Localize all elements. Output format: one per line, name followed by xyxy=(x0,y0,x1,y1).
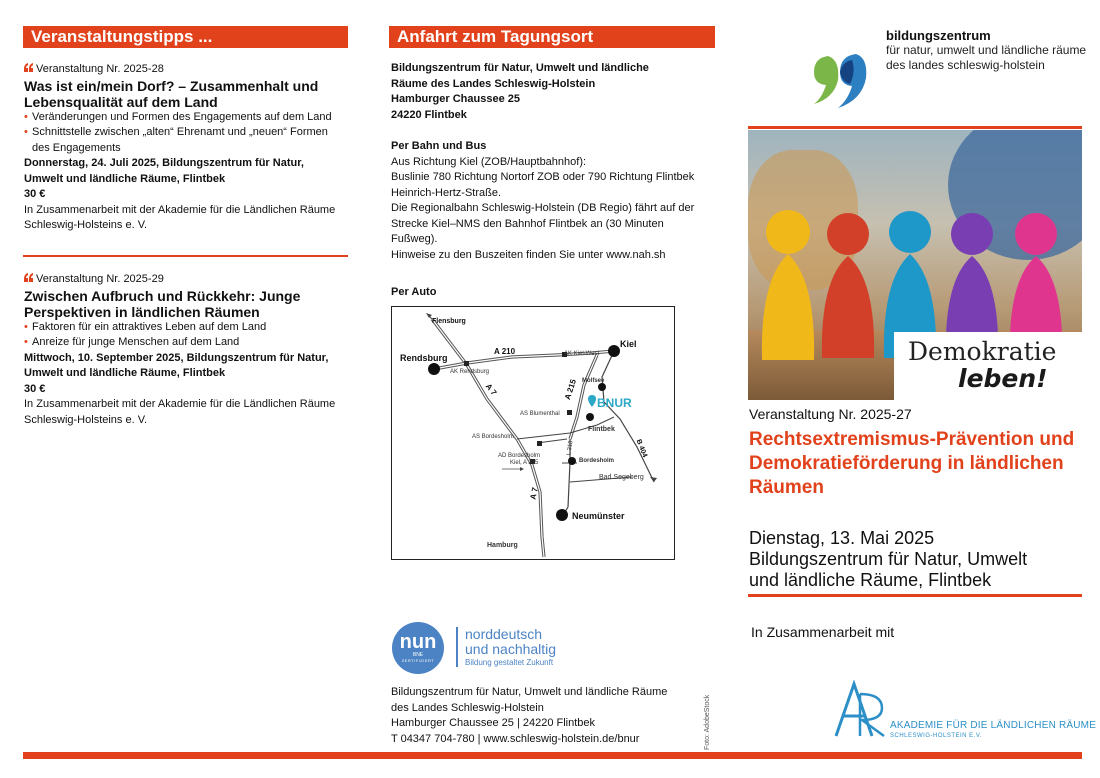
divider xyxy=(23,255,348,257)
nun-line-2: und nachhaltig xyxy=(465,641,557,657)
map-label-ad-bordesholm-sub: Kiel, A 215 xyxy=(510,460,539,466)
photo-credit: Foto: AdobeStock xyxy=(704,694,711,750)
transit-line: Buslinie 780 Richtung Nortorf ZOB oder 790 Richtung Flintbek xyxy=(391,171,695,183)
map-label-hamburg: Hamburg xyxy=(487,542,518,549)
transit-line: Die Regionalbahn Schleswig-Holstein (DB Regio) fährt auf der xyxy=(391,202,695,214)
logo-line-3: des landes schleswig-holstein xyxy=(886,58,1045,72)
venue-address xyxy=(391,61,711,123)
akademie-line-2: SCHLESWIG-HOLSTEIN E.V. xyxy=(890,733,982,739)
footer-line: Hamburger Chaussee 25 | 24220 Flintbek xyxy=(391,717,596,729)
akademie-line-1: AKADEMIE FÜR DIE LÄNDLICHEN RÄUME xyxy=(890,720,1097,731)
car-heading: Per Auto xyxy=(391,286,437,298)
main-date-line: Dienstag, 13. Mai 2025 xyxy=(749,528,935,548)
nun-badge-ring: ZERTIFIZIERT xyxy=(401,658,435,663)
map-label-ad-bordesholm: AD Bordesholm xyxy=(498,453,541,459)
main-date-line: Bildungszentrum für Natur, Umwelt xyxy=(749,549,1028,569)
badge-line-1: Demokratie xyxy=(908,337,1057,366)
transit-section xyxy=(391,139,713,263)
nun-divider xyxy=(456,627,458,667)
map-label-bad-segeberg: Bad Segeberg xyxy=(599,474,644,481)
bottom-bar xyxy=(23,752,1082,759)
footer-line: T 04347 704-780 | www.schleswig-holstein.de/bnur xyxy=(391,732,640,745)
map-label-a215: A 215 xyxy=(562,378,579,401)
address-line: Räume des Landes Schleswig-Holstein xyxy=(391,77,596,90)
map-label-flintbek: Flintbek xyxy=(588,426,615,433)
nun-badge-sub: BNE xyxy=(412,652,424,658)
event-tip-1 xyxy=(24,62,342,234)
map-label-b404: B 404 xyxy=(634,438,649,459)
event-tip-bullet: • Anreize für junge Menschen auf dem Land xyxy=(24,335,342,351)
event-tip-date: Donnerstag, 24. Juli 2025, Bildungszentrum für Natur, Umwelt und ländliche Räume, Flintbek xyxy=(24,157,304,185)
main-event-title: Rechtsextremismus-Prävention und Demokratieförderung in ländlichen Räumen xyxy=(749,429,1075,498)
event-tip-partner: In Zusammenarbeit mit der Akademie für die Ländlichen Räume Schleswig-Holsteins e. V. xyxy=(24,203,336,231)
divider xyxy=(748,126,1082,129)
transit-line: Heinrich-Hertz-Straße. xyxy=(391,186,502,199)
main-date-line: und ländliche Räume, Flintbek xyxy=(749,570,992,590)
event-tip-date: Mittwoch, 10. September 2025, Bildungszentrum für Natur, Umwelt und ländliche Räume, Flintbek xyxy=(24,351,329,379)
map-label-kiel: Kiel xyxy=(620,339,637,349)
akademie-logo-icon xyxy=(832,680,890,738)
event-tip-price: 30 € xyxy=(24,382,46,395)
nun-badge xyxy=(392,622,444,674)
transit-line: Aus Richtung Kiel (ZOB/Hauptbahnhof): xyxy=(391,155,587,168)
address-line: 24220 Flintbek xyxy=(391,108,467,121)
map-label-molfsee: Molfsee xyxy=(582,378,605,384)
event-tip-bullet: • Veränderungen und Formen des Engagements auf dem Land xyxy=(24,110,342,126)
event-tip-number: Veranstaltung Nr. 2025-28 xyxy=(24,62,342,78)
nun-line-1: norddeutsch xyxy=(465,626,543,642)
map-label-as-bordesholm: AS Bordesholm xyxy=(472,434,514,440)
quote-icon xyxy=(24,273,33,283)
event-tip-partner: In Zusammenarbeit mit der Akademie für die Ländlichen Räume Schleswig-Holsteins e. V. xyxy=(24,398,336,426)
logo-line-1: bildungszentrum xyxy=(886,28,991,43)
event-tip-bullet: • Schnittstelle zwischen „alten“ Ehrenamt und „neuen“ Formen des Engagements xyxy=(24,125,342,156)
tips-header: Veranstaltungstipps ... xyxy=(23,26,348,48)
event-tip-price: 30 € xyxy=(24,188,46,200)
map-label-flensburg: Flensburg xyxy=(432,318,466,325)
address-line: Bildungszentrum für Natur, Umwelt und ländliche xyxy=(391,62,649,74)
footer-line: Bildungszentrum für Natur, Umwelt und ländliche Räume xyxy=(391,686,668,698)
transit-line: Strecke Kiel–NMS den Bahnhof Flintbek an (30 Minuten Fußweg). xyxy=(391,217,664,245)
divider xyxy=(748,594,1082,597)
map-label-bordesholm: Bordesholm xyxy=(579,458,615,464)
demokratie-leben-badge xyxy=(894,332,1082,400)
map-label-rendsburg: Rendsburg xyxy=(400,353,448,363)
main-event-date xyxy=(749,528,1089,591)
map-label-a7-upper: A 7 xyxy=(483,381,499,398)
bildungszentrum-logo-icon xyxy=(812,52,874,114)
address-line: Hamburger Chaussee 25 xyxy=(391,93,520,105)
map-label-as-blumenthal: AS Blumenthal xyxy=(520,411,560,417)
event-tip-bullet: • Faktoren für ein attraktives Leben auf dem Land xyxy=(24,320,342,336)
map-label-a210: A 210 xyxy=(494,347,516,356)
map-label-ak-kiel-west: AK Kiel-West xyxy=(564,351,600,357)
map-label-neumuenster: Neumünster xyxy=(572,511,625,521)
map-label-a7-lower: A 7 xyxy=(528,486,540,501)
footer-address xyxy=(391,685,691,747)
badge-line-2: leben! xyxy=(958,364,1048,393)
cooperation-label: In Zusammenarbeit mit xyxy=(751,624,895,640)
directions-header: Anfahrt zum Tagungsort xyxy=(389,26,715,48)
map-label-l318: L 318 xyxy=(566,440,575,456)
footer-line: des Landes Schleswig-Holstein xyxy=(391,701,544,714)
quote-icon xyxy=(24,63,33,73)
hero-photo xyxy=(748,130,1082,400)
event-tip-number: Veranstaltung Nr. 2025-29 xyxy=(24,272,342,288)
route-map xyxy=(391,306,675,560)
akademie-logo-text xyxy=(890,720,1096,740)
nun-tagline: Bildung gestaltet Zukunft xyxy=(465,658,554,667)
logo-line-2: für natur, umwelt und ländliche räume xyxy=(886,43,1087,57)
nun-badge-main: nun xyxy=(399,631,437,653)
nun-wordmark xyxy=(465,627,556,668)
event-tip-title: Zwischen Aufbruch und Rückkehr: Junge Perspektiven in ländlichen Räumen xyxy=(24,287,301,320)
transit-line: Hinweise zu den Buszeiten finden Sie unter www.nah.sh xyxy=(391,248,666,261)
main-event-number: Veranstaltung Nr. 2025-27 xyxy=(749,406,912,422)
event-tip-title: Was ist ein/mein Dorf? – Zusammenhalt und Lebensqualität auf dem Land xyxy=(24,77,319,110)
transit-heading: Per Bahn und Bus xyxy=(391,140,487,152)
bildungszentrum-logo-text xyxy=(886,28,1096,73)
map-label-ak-rendsburg: AK Rendsburg xyxy=(450,369,490,375)
event-tip-2 xyxy=(24,272,342,428)
map-label-bnur: BNUR xyxy=(597,396,632,410)
